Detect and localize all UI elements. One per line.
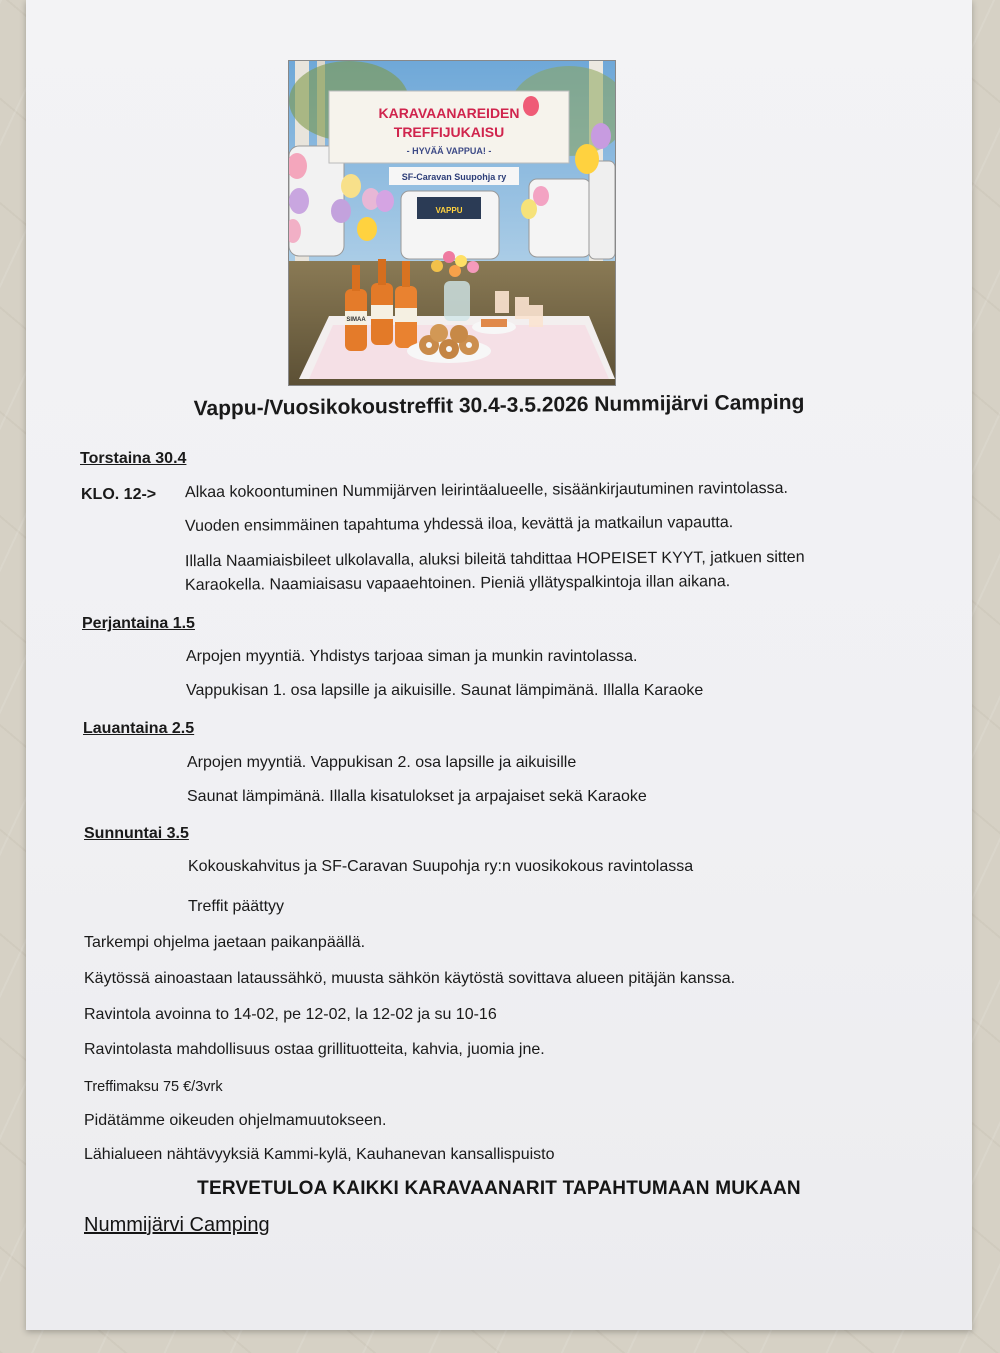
info-program: Tarkempi ohjelma jaetaan paikanpäällä.	[84, 934, 366, 951]
caravan-sign-text: VAPPU	[435, 206, 463, 215]
banner-line-1: KARAVAANAREIDEN	[378, 105, 520, 121]
flyer-page	[26, 0, 972, 1330]
day-heading-sunday: Sunnuntai 3.5	[84, 825, 189, 842]
thursday-line-4: Karaokella. Naamiaisasu vapaaehtoinen. Pieniä yllätyspalkintoja illan aikana.	[184, 573, 731, 594]
info-restaurant-food: Ravintolasta mahdollisuus ostaa grillituotteita, kahvia, juomia jne.	[84, 1041, 545, 1058]
info-changes: Pidätämme oikeuden ohjelmamuutokseen.	[84, 1112, 387, 1129]
banner-line-2: TREFFIJUKAISU	[393, 124, 505, 140]
time-label: KLO. 12->	[81, 486, 157, 503]
event-poster-image	[288, 60, 616, 386]
poster-illustration	[289, 61, 615, 385]
bottles-icon	[345, 259, 417, 351]
thursday-line-3: Illalla Naamiaisbileet ulkolavalla, aluksi bileitä tahdittaa HOPEISET KYYT, jatkuen sitten	[184, 548, 805, 571]
saturday-line-2: Saunat lämpimänä. Illalla kisatulokset ja arpajaiset sekä Karaoke	[187, 788, 647, 805]
info-electricity: Käytössä ainoastaan lataussähkö, muusta sähkön käytöstä sovittava alueen pitäjän kanssa.	[84, 970, 736, 987]
sunday-line-1: Kokouskahvitus ja SF-Caravan Suupohja ry:n vuosikokous ravintolassa	[188, 858, 694, 875]
saturday-line-1: Arpojen myyntiä. Vappukisan 2. osa lapsille ja aikuisille	[187, 754, 577, 771]
banner-line-3: - HYVÄÄ VAPPUA! -	[406, 146, 492, 156]
sunday-line-2: Treffit päättyy	[188, 898, 285, 915]
day-heading-friday: Perjantaina 1.5	[82, 615, 195, 632]
day-heading-thursday: Torstaina 30.4	[80, 450, 187, 467]
club-sign-text: SF-Caravan Suupohja ry	[401, 172, 507, 182]
info-restaurant-hours: Ravintola avoinna to 14-02, pe 12-02, la 12-02 ja su 10-16	[84, 1006, 497, 1023]
thursday-time	[81, 486, 156, 504]
friday-line-1: Arpojen myyntiä. Yhdistys tarjoaa siman ja munkin ravintolassa.	[186, 648, 638, 665]
signature: Nummijärvi Camping	[84, 1214, 270, 1236]
bottle-label: SIMAA	[346, 317, 366, 323]
friday-line-2: Vappukisan 1. osa lapsille ja aikuisille. Saunat lämpimänä. Illalla Karaoke	[186, 682, 704, 699]
info-fee: Treffimaksu 75 €/3vrk	[84, 1079, 223, 1095]
welcome-text: TERVETULOA KAIKKI KARAVAANARIT TAPAHTUMAAN MUKAAN	[197, 1178, 801, 1199]
event-title: Vappu-/Vuosikokoustreffit 30.4-3.5.2026 Nummijärvi Camping	[193, 390, 805, 421]
thursday-line-2: Vuoden ensimmäinen tapahtuma yhdessä iloa, kevättä ja matkailun vapautta.	[184, 514, 734, 535]
info-sights: Lähialueen nähtävyyksiä Kammi-kylä, Kauhanevan kansallispuisto	[84, 1146, 555, 1163]
thursday-line-1: Alkaa kokoontuminen Nummijärven leirintäalueelle, sisäänkirjautuminen ravintolassa.	[184, 479, 789, 502]
day-heading-saturday: Lauantaina 2.5	[83, 720, 195, 737]
